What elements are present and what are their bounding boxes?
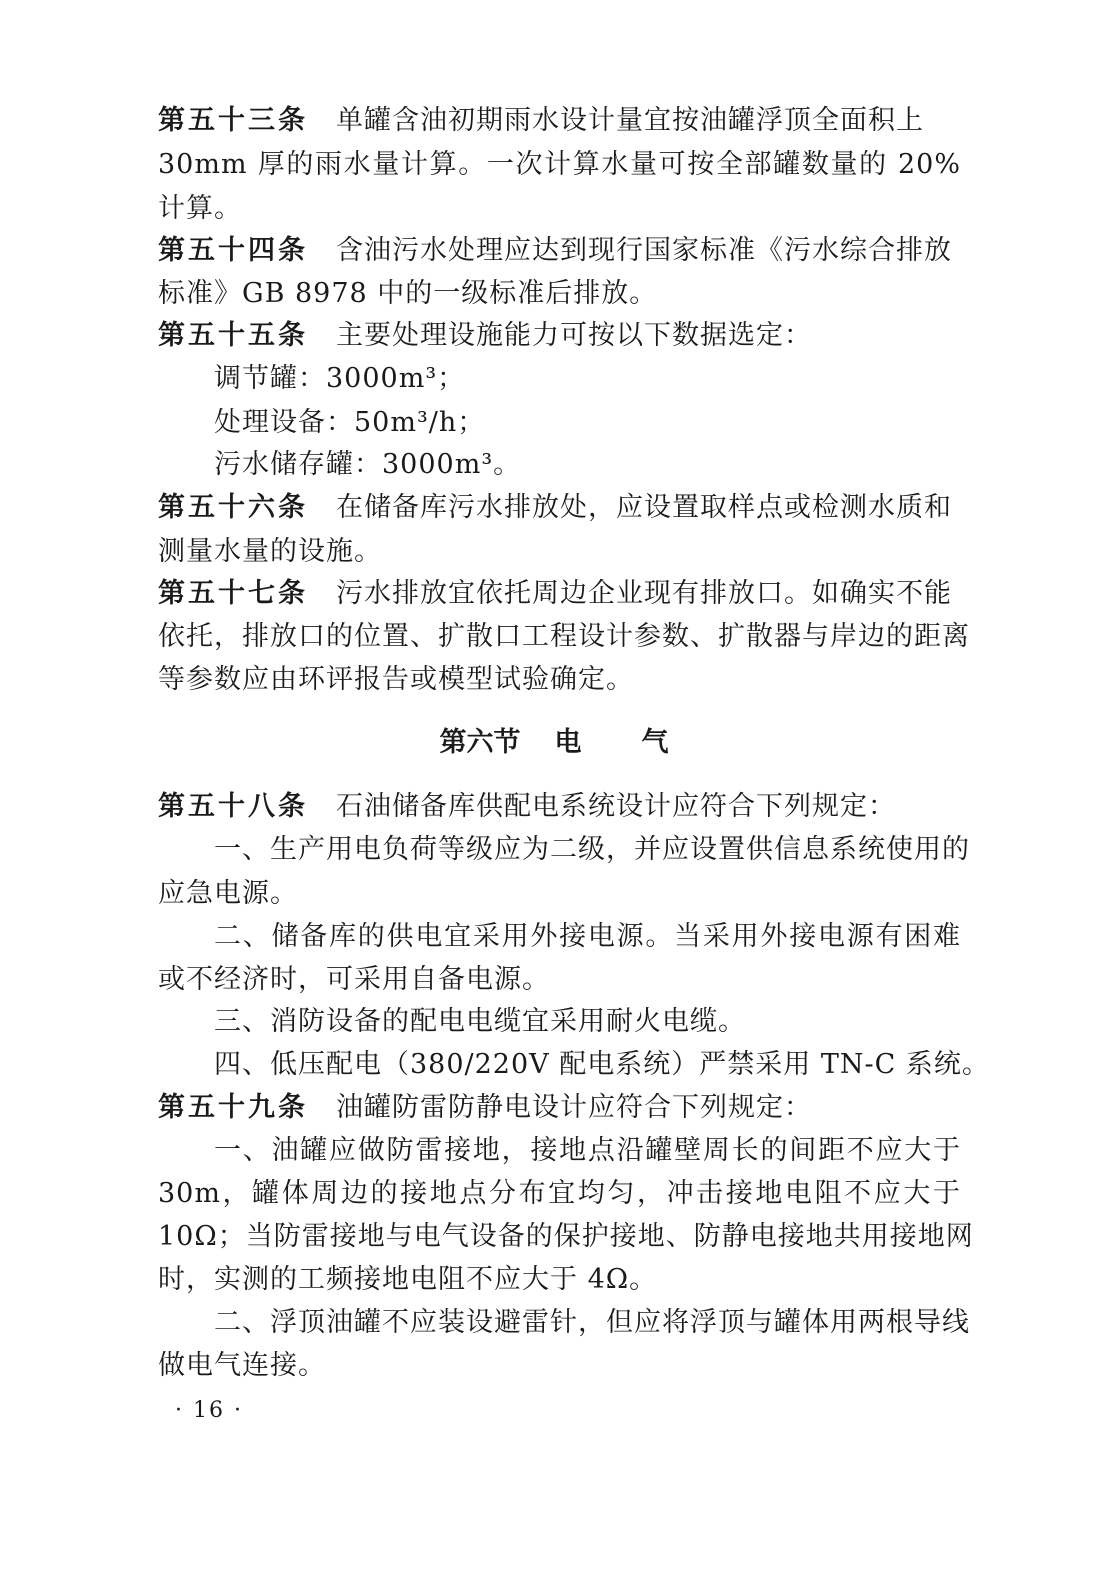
article-59-item-2-line-1: 二、浮顶油罐不应装设避雷针，但应将浮顶与罐体用两根导线 — [214, 1307, 970, 1338]
article-59-label: 第五十九条 — [158, 1092, 308, 1123]
article-57-text-1: 污水排放宜依托周边企业现有排放口。如确实不能 — [336, 578, 952, 609]
article-59-item-2-line-2: 做电气连接。 — [158, 1350, 326, 1381]
article-58-item-1-line-2: 应急电源。 — [158, 878, 298, 909]
article-53-line-3: 计算。 — [158, 193, 242, 224]
article-56-text-1: 在储备库污水排放处，应设置取样点或检测水质和 — [336, 492, 952, 523]
article-53-label: 第五十三条 — [158, 105, 308, 136]
article-57-line-2: 依托，排放口的位置、扩散口工程设计参数、扩散器与岸边的距离 — [158, 621, 970, 652]
article-53-line-1 — [158, 101, 924, 141]
article-56-line-1 — [158, 488, 952, 528]
article-56-label: 第五十六条 — [158, 492, 308, 523]
article-58-line-1 — [158, 787, 896, 827]
article-55-label: 第五十五条 — [158, 320, 308, 351]
article-58-item-2-line-1: 二、储备库的供电宜采用外接电源。当采用外接电源有困难 — [214, 921, 961, 952]
article-54-line-2: 标准》GB 8978 中的一级标准后排放。 — [158, 278, 658, 309]
article-58-item-1-line-1: 一、生产用电负荷等级应为二级，并应设置供信息系统使用的 — [214, 834, 970, 865]
article-58-text-1: 石油储备库供配电系统设计应符合下列规定： — [336, 791, 896, 822]
article-55-line-1 — [158, 316, 812, 356]
section-heading-part-2: 电 — [554, 727, 582, 758]
article-57-line-3: 等参数应由环评报告或模型试验确定。 — [158, 664, 634, 695]
article-55-item-2: 处理设备：50m³/h； — [214, 407, 486, 438]
article-53-text-1: 单罐含油初期雨水设计量宜按油罐浮顶全面积上 — [336, 105, 924, 136]
section-heading — [0, 723, 1108, 763]
article-57-line-1 — [158, 574, 952, 614]
article-54-label: 第五十四条 — [158, 235, 308, 266]
section-heading-part-1: 第六节 — [439, 727, 521, 758]
article-56-line-2: 测量水量的设施。 — [158, 536, 382, 567]
article-55-text-1: 主要处理设施能力可按以下数据选定： — [336, 320, 812, 351]
article-59-item-1-line-2: 30m，罐体周边的接地点分布宜均匀，冲击接地电阻不应大于 — [158, 1178, 961, 1209]
article-55-item-3: 污水储存罐：3000m³。 — [214, 449, 522, 480]
article-59-item-1-line-3: 10Ω；当防雷接地与电气设备的保护接地、防静电接地共用接地网 — [158, 1221, 974, 1252]
article-58-label: 第五十八条 — [158, 791, 308, 822]
article-57-label: 第五十七条 — [158, 578, 308, 609]
article-59-text-1: 油罐防雷防静电设计应符合下列规定： — [336, 1092, 812, 1123]
article-59-line-1 — [158, 1088, 812, 1128]
article-58-item-3: 三、消防设备的配电电缆宜采用耐火电缆。 — [214, 1006, 746, 1037]
article-53-line-2: 30mm 厚的雨水量计算。一次计算水量可按全部罐数量的 20% — [158, 149, 961, 180]
article-58-item-4: 四、低压配电（380/220V 配电系统）严禁采用 TN-C 系统。 — [214, 1049, 990, 1080]
article-59-item-1-line-1: 一、油罐应做防雷接地，接地点沿罐壁周长的间距不应大于 — [214, 1135, 961, 1166]
section-heading-part-3: 气 — [641, 727, 669, 758]
article-55-item-1: 调节罐：3000m³； — [214, 363, 466, 394]
article-59-item-1-line-4: 时，实测的工频接地电阻不应大于 4Ω。 — [158, 1264, 658, 1295]
page-number: · 16 · — [175, 1398, 243, 1423]
article-54-text-1: 含油污水处理应达到现行国家标准《污水综合排放 — [336, 235, 952, 266]
article-58-item-2-line-2: 或不经济时，可采用自备电源。 — [158, 964, 550, 995]
article-54-line-1 — [158, 231, 952, 271]
